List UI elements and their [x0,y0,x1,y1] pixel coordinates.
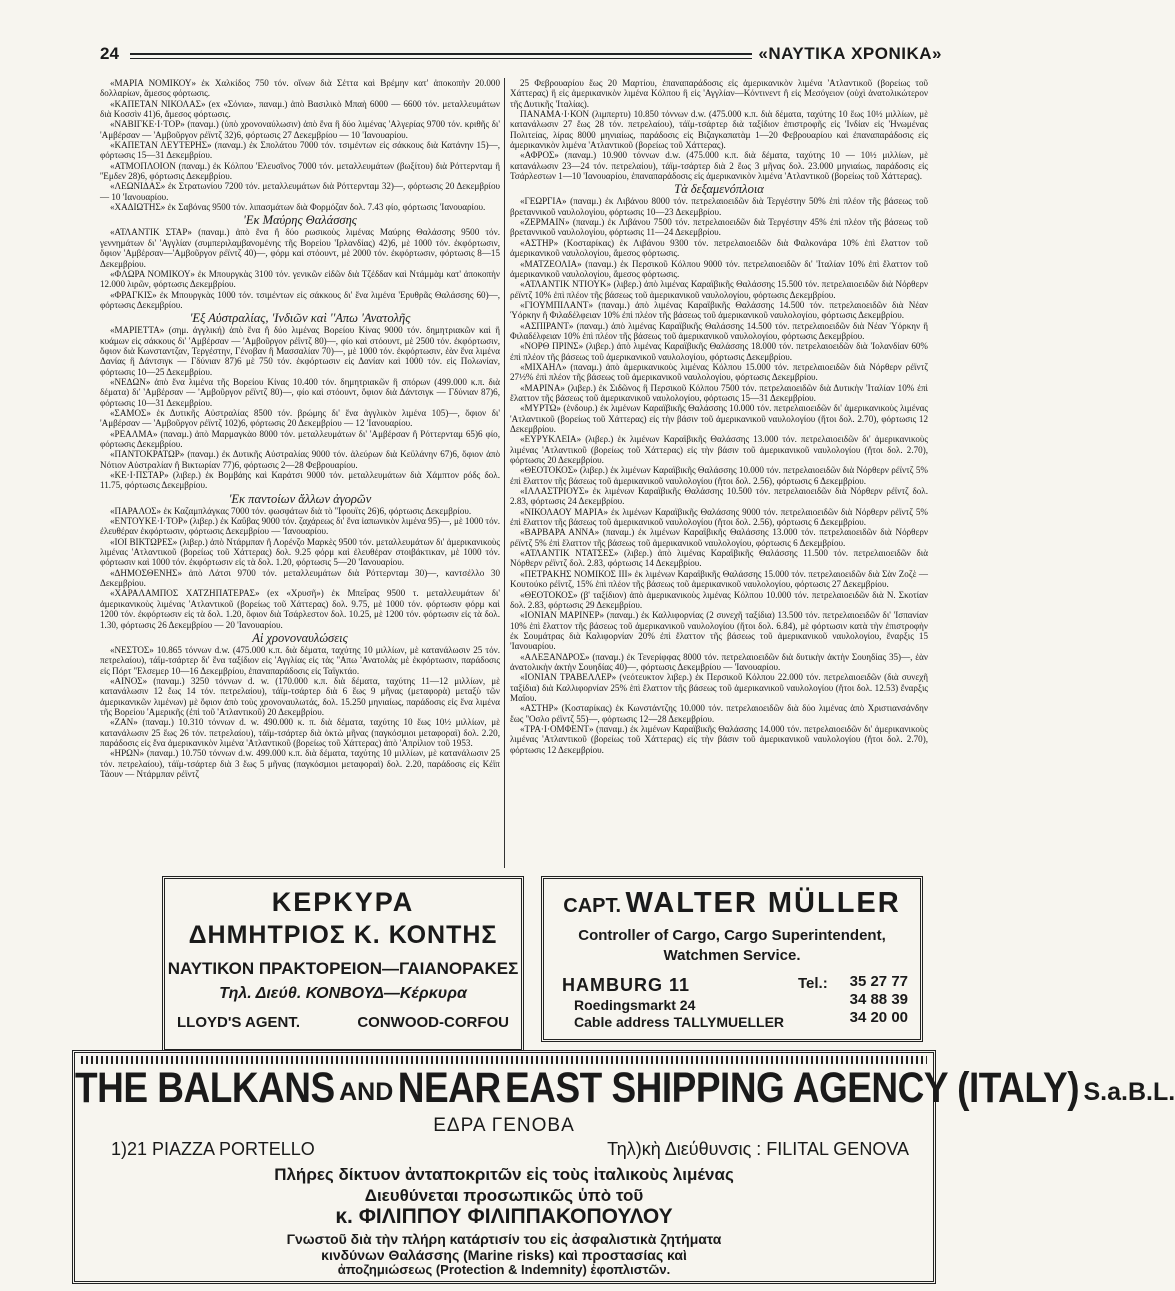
news-item: «ΘΕΟΤΟΚΟΣ» (β' ταξίδιον) ἀπὸ ἀμερικανικοὺς λιμένας Κόλπου 10.000 τόν. πετρελαιοειδῶν διὰ Ν. Σκοτίαν δολ. 2.83, φόρτωσις 29 Δεκεμβρίου. [510,589,928,610]
news-item: «ΑΤΛΑΝΤΙΚ ΝΤΙΟΥΚ» (λιβερ.) ἀπὸ λιμένας Καραϊβικῆς Θαλάσσης 15.500 τόν. πετρελαιοειδῶν διὰ Νόρθερν ρέϊντζ 10% ἐπὶ πλέον τῆς βάσεως τοῦ ἀμερικανικοῦ ναυλολογίου, φόρτωσις Δεκεμβρίου. [510,279,928,300]
tel-row: 35 27 77 [849,973,908,990]
page-header [100,44,942,66]
news-item: «ΜΑΡΙΕΤΤΑ» (σημ. ἀγγλική) ἀπὸ ἕνα ἢ δύο λιμένας Βορείου Κίνας 9000 τόν. δημητριακῶν καὶ ἢ κυάμων εἰς σάκκους δι' 'Αμβέρσαν — 'Αμβοῦργον ρέϊντζ 80)—, φίο καὶ στόουντ, μὲ 2500 τόν. ἐκφόρτωσιν, ὄφιον διὰ Κωνσταντζαν, Τεργέστην, Γένοβαν ἢ Μασσαλίαν 70)—, μὲ 1000 τόν. ἐκφόρτωσιν, ἐὰν ἕνα λιμένα Δανίας ἢ Δάντσιγκ — Γδύνιαν 87)6 μὲ 750 τόν. ἐκφόρτωσιν εἰς Δανίαν καὶ 1000 τόν. εἰς Πολωνίαν, φόρτωσις 10—25 Δεκεμβρίου. [100,325,500,377]
ad-cable-address: Cable address TALLYMUELLER [574,1014,785,1030]
ad-tel-numbers [850,973,908,1027]
agency-seat: ΕΔΡΑ ΓΕΝΟΒΑ [433,1115,575,1136]
news-item: ΠΑΝΑΜΑ·Ι·ΚΟΝ (λιμπερτυ) 10.850 τόννων d.w. (475.000 κ.π. διὰ δέματα, ταχύτης 10 ἕως 10½ μιλλίων, μὲ κατανάλωσιν 27 ἕως 28 τόν. πετρελαίου), τάϊμ-τσάρτερ διὰ ταξίδιον ἐπιστροφῆς εἰς 'Ινδίαν εἰς 'Ηνωμένας Πολιτείας, λίρας 8000 μηνιαίως, παράδοσις εἰς Βιζαγκαπατὰμ 1—20 Φεβρουαρίου καὶ ἐπαναπαράδοσις εἰς ἀμερικανικὸν λιμένα 'Ατλαντικοῦ (βορείως τοῦ Χάττερας). [510,109,928,151]
news-item: «ΓΙΟΥΜΠΙΛΑΝΤ» (παναμ.) ἀπὸ λιμένας Καραϊβικῆς Θαλάσσης 14.500 τόν. πετρελαιοειδῶν διὰ Νέαν Ὑόρκην ἢ Φιλαδέλφειαν 10% ἐπὶ πλέον τῆς βάσεως τοῦ ἀμερικανικοῦ ναυλολογίου, φόρτωσις Δεκεμβρίου. [510,299,928,321]
section-heading: 'Εκ Μαύρης Θαλάσσης [243,213,357,228]
decorative-border-top [81,1056,927,1064]
title-part: AND [339,1078,394,1106]
ad-agent-name: ΔΗΜΗΤΡΙΟΣ Κ. ΚΟΝΤΗΣ [188,921,498,949]
ad-capt: CAPT. [563,895,622,917]
news-item: «ΡΕΑΛΜΑ» (παναμ.) ἀπὸ Μαρμαγκὰο 8000 τόν. μεταλλευμάτων δι' 'Αμβέρσαν ἢ Ρόττερνταμ 65)6 φίο, φόρτωσις Δεκεμβρίου. [100,428,500,449]
section-heading: 'Εξ Αὐστραλίας, 'Ινδιῶν καὶ ''Απω 'Ανατολῆς [189,311,411,326]
publication-title: «ΝΑΥΤΙΚΑ ΧΡΟΝΙΚΑ» [758,44,942,63]
page-number: 24 [100,44,119,63]
ad-tel-label: Tel.: [798,975,828,992]
news-item: «ΒΑΡΒΑΡΑ ΑΝΝΑ» (παναμ.) ἐκ λιμένων Καραϊβικῆς Θαλάσσης 13.000 τόν. πετρελαιοειδῶν διὰ Νόρθερν ρέϊντζ 5% ἐπὶ ἔλαττον τῆς βάσεως τοῦ ἀμερικανικοῦ ναυλολογίου, φόρτωσις 6 Δεκεμβρίου. [510,527,928,548]
news-item: «ΖΕΡΜΑΙΝ» (παναμ.) ἐκ Λιβάνου 7500 τόν. πετρελαιοειδῶν διὰ Τεργέστην 45% ἐπὶ πλέον τῆς βάσεως τοῦ βρεταννικοῦ ναυλολογίου, φόρτωσις 11—24 Δεκεμβρίου. [510,217,928,238]
ad-cable: CONWOOD-CORFOU [357,1014,509,1031]
news-item: 25 Φεβρουαρίου ἕως 20 Μαρτίου, ἐπαναπαράδοσις εἰς ἀμερικανικὸν λιμένα 'Ατλαντικοῦ (βορείως τοῦ Χάττερας) ἢ εἰς ἀμερικανικὸν λιμένα Κόλπου ἢ εἰς 'Αγγλίαν—Κόντινεντ ἢ εἰς Μεσόγειον (οὐχὶ ἀνατολικώτερον τῆς Δυτικῆς 'Ιταλίας). [510,78,928,109]
news-item: «ΙΟΝΙΑΝ ΜΑΡΙΝΕΡ» (παναμ.) ἐκ Καλλιφορνίας (2 συνεχῆ ταξίδια) 13.500 τόν. πετρελαιοειδῶν δι' 'Ισπανίαν 10% ἐπὶ ἔλαττον τῆς βάσεως τοῦ ἀμερικανικοῦ ναυλολογίου (ἤτοι δολ. 6.84), μὲ φόρτωσιν κατὰ τὴν ἐπιστροφὴν ἐκ Σουμάτρας διὰ Καλιφορνίαν 20% ἐπὶ ἔλαττον τῆς βάσεως τοῦ ἀμερικανικοῦ ναυλολογίου, ἔναρξις 15 'Ιανουαρίου. [510,610,928,652]
column-divider [504,78,505,868]
agency-address: 1)21 PIAZZA PORTELLO [111,1139,315,1159]
news-item: «ΙΟΝΙΑΝ ΤΡΑΒΕΛΛΕΡ» (νεότευκτον λιβερ.) ἐκ Περσικοῦ Κόλπου 22.000 τόν. πετρελαιοειδῶν (διὰ συνεχῆ ταξίδια) διὰ Καλλιφορνίαν 25% ἐπὶ ἔλαττον τῆς βάσεως τοῦ ἀμερικανικοῦ ναυλολογίου (ἤτοι δολ. 12.53) ἔναρξις Μαΐου. [510,672,928,703]
title-part: EAST SHIPPING AGENCY (ITALY) [505,1063,1080,1111]
muller-advertisement [541,876,923,1042]
news-item: «ΠΑΡΑΛΟΣ» ἐκ Καζαμπλάγκας 7000 τόν. φωσφάτων διὰ τὸ ''Ιφουϊτς 26)6, φόρτωσις Δεκεμβρίου. [110,505,472,516]
agency-line-2: Διευθύνεται προσωπικῶς ὑπὸ τοῦ [364,1186,644,1205]
tel-row: 34 20 00 [849,1009,908,1026]
section-heading: Αἱ χρονοναυλώσεις [252,630,348,645]
ad-address [574,997,784,1031]
news-item: «ΝΕΣΤΟΣ» 10.865 τόννων d.w. (475.000 κ.π. διὰ δέματα, ταχύτης 10 μιλλίων, μὲ κατανάλωσιν 25 τόν. πετρελαίου), τάϊμ-τσάρτερ δι' ἕνα ταξίδιον εἰς 'Αγγλίας εἰς τὰς ''Απω 'Ανατολὰς μὲ ἐκφόρτωσιν, παράδοσις εἰς Πόρτ ''Ελσεμερ 10—16 Δεκεμβρίου, ἐπαναπαράδοσις εἰς Ταϊγκτάο. [100,644,500,676]
news-item: «ΧΑΔΙΩΤΗΣ» ἐκ Σαβόνας 9500 τόν. λιπασμάτων διὰ Φορμόζαν δολ. 7.43 φίο, φόρτωσις 'Ιανουαρίου. [110,202,486,213]
news-item: «ΦΡΑΓΚΙΣ» ἐκ Μπουργκὰς 1000 τόν. τσιμέντων εἰς σάκκους δι' ἕνα λιμένα 'Ερυθρᾶς Θαλάσσης 60)—, φόρτωσις Δεκεμβρίου. [100,289,500,310]
news-item: «ΑΣΠΙΡΑΝΤ» (παναμ.) ἀπὸ λιμένας Καραϊβικῆς Θαλάσσης 14.500 τόν. πετρελαιοειδῶν διὰ Νέαν Ὑόρκην ἢ Φιλαδέλφειαν 10% ἐπὶ πλέον τῆς βάσεως τοῦ ἀμερικανικοῦ ναυλολογίου, φόρτωσις Δεκεμβρίου. [510,320,928,341]
kerkyra-advertisement [162,876,524,1052]
ad-city: HAMBURG 11 [562,975,691,995]
ad-city: ΚΕΡΚΥΡΑ [271,887,415,917]
news-item: «ΑΤΛΑΝΤΙΚ ΣΤΑΡ» (παναμ.) ἀπὸ ἕνα ἢ δύο ρωσικοὺς λιμένας Μαύρης Θαλάσσης 9500 τόν. γεννημάτων δι' 'Αγγλίαν (συμπεριλαμβανομένης τῆς Βορείου 'Ιρλανδίας) 42)6, μὲ 1000 τόν. ἐκφόρτωσιν, ὄφιον 'Αμβέρσαν—'Αμβοῦργον ρέϊντζ 40)—, φόρμ καὶ στόουντ, μὲ 2000 τόν. ἐκφόρτωσιν, φόρτωσις 8—15 Δεκεμβρίου. [100,227,500,269]
news-item: «ΦΛΩΡΑ ΝΟΜΙΚΟΥ» ἐκ Μπουργκὰς 3100 τόν. γενικῶν εἰδῶν διὰ Τζέδδαν καὶ Ντάμμὰμ κατ' ἀποκοπὴν 12.000 λιρῶν, φόρτωσις Δεκεμβρίου. [100,268,500,290]
ad-services-1: Controller of Cargo, Cargo Superintendent, [578,927,886,944]
news-item: «ΛΕΩΝΙΔΑΣ» ἐκ Στρατωνίου 7200 τόν. μεταλλευμάτων διὰ Ρόττερνταμ 32)—, φόρτωσις 20 Δεκεμβρίου — 10 'Ιανουαρίου. [100,181,500,202]
news-item: «ΣΑΜΟΣ» ἐκ Δυτικῆς Αὐστραλίας 8500 τόν. βρώμης δι' ἕνα ἀγγλικὸν λιμένα 105)—, ὄφιον δι' 'Αμβέρσαν — 'Αμβοῦργον ρέϊντζ 102)6, φόρτωσις 20 Δεκεμβρίου — 12 'Ιανουαρίου. [100,407,500,429]
ad-telegraph: Τηλ. Διεύθ. ΚΟΝΒΟΥΔ—Κέρκυρα [219,985,467,1002]
news-item: «ΚΑΠΕΤΑΝ ΝΙΚΟΛΑΣ» (ex «Σόνια», παναμ.) ἀπὸ Βασιλικὸ Μπαὴ 6000 — 6600 τόν. μεταλλευμάτων διὰ Κοσσὶν 41)6, ἄμεσος φόρτωσις. [100,98,500,120]
news-item: «ΗΡΩΝ» (παναμ.) 10.750 τόννων d.w. 499.000 κ.π. διὰ δέματα, ταχύτης 10 μιλλίων, μὲ κατανάλωσιν 25 τόν. πετρελαίου), τάϊμ-τσάρτερ διὰ 3 ἕως 5 μῆνας (παγκόσμιοι μεταφοραὶ) δολ. 2.20, παράδοσις εἰς Κέϊπ Τάουν — Ντάρμπαν ρέϊντζ [100,748,500,779]
ad-person-name: WALTER MÜLLER [625,887,901,919]
news-item: «ΑΙΝΟΣ» (παναμ.) 3250 τόννων d. w. (170.000 κ.π. διὰ δέματα, ταχύτης 11—12 μιλλίων, μὲ κατανάλωσιν 12 ἕως 14 τόν. πετρελαίου), τάϊμ-τσάρτερ διὰ 6 ἕως 9 μῆνας (μεταφορὰ) μεταξὺ τῶν ἀμερικανικῶν λιμένων) μὲ ὄφιον ἀπὸ τοὺς χρονοναυλωτάς, δολ. 15.250 μηνιαίως, παράδοσις εἰς ἕνα λιμένα τῆς Βορείου 'Αμερικῆς (ἐπὶ τοῦ 'Ατλαντικοῦ) 20 Δεκεμβρίου. [100,675,500,717]
news-item: «ΑΦΡΟΣ» (παναμ.) 10.900 τόννων d.w. (475.000 κ.π. διὰ δέματα, ταχύτης 10 — 10½ μιλλίων, μὲ κατανάλωσιν 23—24 τόν. πετρελαίου), τάϊμ-τσάρτερ διὰ 2 ἕως 3 μῆνας δολ. 23.000 μηνιαίως, παράδοσις εἰς Τσάρλεστων 1—10 'Ιανουαρίου, ἐπαναπαράδοσις εἰς ἀμερικανικὸν λιμένα 'Ατλαντικοῦ (βορείως τοῦ Χάττερας). [510,150,928,182]
news-item: «ΓΕΩΡΓΙΑ» (παναμ.) ἐκ Λιβάνου 8000 τόν. πετρελαιοειδῶν διὰ Τεργέστην 50% ἐπὶ πλέον τῆς βάσεως τοῦ βρεταννικοῦ ναυλολογίου, φόρτωσις 10—23 Δεκεμβρίου. [510,196,928,217]
news-item: «ΑΣΤΗΡ» (Κοσταρίκας) ἐκ Κωνστάντζης 10.000 τόν. πετρελαιοειδῶν διὰ δύο λιμένας ἀπὸ Χριστιανσάνδην ἕως ''Οσλο ρέϊντζ 55)—, φόρτωσις 12—28 Δεκεμβρίου. [510,703,928,724]
agency-line-5: κινδύνων Θαλάσσης (Marine risks) καὶ προστασίας καὶ [321,1247,687,1263]
news-item: «ΤΡΑ·Ι·ΟΜΦΕΝΤ» (παναμ.) ἐκ λιμένων Καραϊβικῆς Θαλάσσης 14.000 τόν. πετρελαιοειδῶν δι' ἀμερικανικοὺς λιμένας 'Ατλαντικοῦ (βορείως τοῦ Χάττερας) εἰς τὴν βάσιν τοῦ ἀμερικανικοῦ ναυλολογίου (ἤτοι δολ. 2.70), φόρτωσις 12 Δεκεμβρίου. [510,723,928,755]
news-item: «ΙΟΙ ΒΙΚΤΩΡΕΣ» (λιβερ.) ἀπὸ Ντάρμπαν ἢ Λορένζο Μαρκὲς 9500 τόν. μεταλλευμάτων δι' ἀμερικανικοὺς λιμένας 'Ατλαντικοῦ (βορείως τοῦ Χάττερας) δολ. 9.25 φόρμ καὶ ἐλευθέραν στοιβάκτικαν, μὲ 1000 τόν. φόρτωσιν καὶ 1000 τόν. ἐκφόρτωσιν εἰς τὰ δολ. 1.20, φόρτωσις 5—20 'Ιανουαρίου. [100,536,500,568]
news-item: «ΔΗΜΟΣΘΕΝΗΣ» ἀπὸ Λάτσι 9700 τόν. μεταλλευμάτων διὰ Ρόττερνταμ 30)—, καντσέλλο 30 Δεκεμβρίου. [100,567,500,589]
right-column [510,78,928,870]
news-item: «ΜΙΧΑΗΛ» (παναμ.) ἀπὸ ἀμερικανικοὺς λιμένας Κόλπου 15.000 τόν. πετρελαιοειδῶν διὰ Νόρθερν ρέϊντζ 27½% ἐπὶ πλέον τῆς βάσεως τοῦ ἀμερικανικοῦ ναυλολογίου, φόρτωσις Δεκεμβρίου. [510,361,928,383]
news-item: «ΜΑΡΙΑ ΝΟΜΙΚΟΥ» ἐκ Χαλκίδος 750 τόν. οἴνων διὰ Σέττα καὶ Βρέμην κατ' ἀποκοπὴν 20.000 δολλαρίων, ἄμεσος φόρτωσις. [100,78,500,99]
title-part: NEAR [397,1063,501,1111]
ad-lloyds: LLOYD'S AGENT. [177,1014,301,1031]
news-item: «ΚΕ·Ι·ΠΣΤΑΡ» (λιβερ.) ἐκ Βομβάης καὶ Καράτσι 9000 τόν. μεταλλευμάτων διὰ Χάμπτον ρόδς δολ. 11.75, φόρτωσις Δεκεμβρίου. [100,470,500,491]
news-item: «ΜΑΤΖΕΟΛΙΑ» (παναμ.) ἐκ Περσικοῦ Κόλπου 9000 τόν. πετρελαιοειδῶν δι' 'Ιταλίαν 10% ἐπὶ ἔλαττον τοῦ ἀμερικανικοῦ ναυλολογίου, ἄμεσος φόρτωσις. [510,258,928,279]
agency-line-6: ἀποζημιώσεως (Protection & Indemnity) ἐφοπλιστῶν. [337,1262,671,1277]
news-item: «ΑΤΜΟΠΛΟΙΟΝ (παναμ.) ἐκ Κόλπου 'Ελευσῖνος 7000 τόν. μεταλλευμάτων (βωξίτου) διὰ Ρόττερνταμ ἢ ''Εμδεν 28)6, φόρτωσις Δεκεμβρίου. [100,160,500,182]
ad-services-2: Watchmen Service. [663,947,801,964]
news-item: «ΑΛΕΞΑΝΔΡΟΣ» (παναμ.) ἐκ Τενερίφφας 8000 τόν. πετρελαιοειδῶν διὰ δυτικὴν ἀκτὴν Σουηδίας 35)—, ἐὰν ἀνατολικὴν ἀκτὴν Σουηδίας 40)—, φόρτωσις Δεκεμβρίου — 'Ιανουαρίου. [510,651,928,672]
section-heading: Τὰ δεξαμενόπλοια [674,182,764,197]
section-heading: 'Εκ παντοίων ἄλλων ἀγορῶν [228,491,372,506]
title-part: S.a.B.L. [1083,1078,1175,1106]
agency-line-1: Πλήρες δίκτυον ἀνταποκριτῶν εἰς τοὺς ἰταλικοὺς λιμένας [274,1165,734,1184]
news-item: «ΑΤΛΑΝΤΙΚ ΝΤΑΤΣΕΣ» (λιβερ.) ἀπὸ λιμένας Καραϊβικῆς Θαλάσσης 11.500 τόν. πετρελαιοειδῶν διὰ Νόρθερν ρέϊντζ δολ. 2.83, φόρτωσις 14 Δεκεμβρίου. [510,548,928,569]
news-item: «ΠΑΝΤΟΚΡΑΤΩΡ» (παναμ.) ἐκ Δυτικῆς Αὐστραλίας 9000 τόν. ἀλεύρων διὰ Κεϋλάνην 67)6, ὄφιον ἀπὸ Νότιον Αὐστραλίαν ἢ Βικτωρίαν 77)6, φόρτωσις 2—28 Φεβρουαρίου. [100,449,500,470]
left-column [100,78,500,870]
news-item: «ΕΥΡΥΚΛΕΙΑ» (λιβερ.) ἐκ λιμένων Καραϊβικῆς Θαλάσσης 13.000 τόν. πετρελαιοειδῶν δι' ἀμερικανικοὺς λιμένας 'Ατλαντικοῦ (βορείως τοῦ Χάττερας) εἰς τὴν βάσιν τοῦ ἀμερικανικοῦ ναυλολογίου (ἤτοι δολ. 2.70), φόρτωσις 20 Δεκεμβρίου. [510,434,928,466]
news-item: «ΜΥΡΤΩ» (ἑνδουρ.) ἐκ λιμένων Καραϊβικῆς Θαλάσσης 10.000 τόν. πετρελαιοειδῶν δι' ἀμερικανικοὺς λιμένας 'Ατλαντικοῦ (βορείως τοῦ Χάττερας) εἰς τὴν βάσιν τοῦ ἀμερικανικοῦ ναυλολογίου (ἤτοι δολ. 2.70), φόρτωσις 12 Δεκεμβρίου. [510,403,928,434]
agency-line-4: Γνωστοῦ διὰ τὴν πλήρη κατάρτισίν του εἰς ἀσφαλιστικὰ ζητήματα [286,1231,722,1247]
title-part: THE BALKANS [75,1063,335,1111]
news-item: «ΝΕΔΩΝ» ἀπὸ ἕνα λιμένα τῆς Βορείου Κίνας 10.400 τόν. δημητριακῶν ἢ σπόρων (499.000 κ.π. διὰ δέματα) δι' 'Αμβέρσαν — 'Αμβοῦργον ρέϊντζ 80)—, φίο καὶ στόουντ, ὄφιον διὰ Δάντσιγκ — Γδύνιαν 87)6, φόρτωσις 10—31 Δεκεμβρίου. [100,376,500,408]
balkans-advertisement [72,1050,1175,1284]
ad-office: ΝΑΥΤΙΚΟΝ ΠΡΑΚΤΟΡΕΙΟΝ—ΓΑΙΑΝΟΡΑΚΕΣ [167,959,519,978]
news-item: «ΠΕΤΡΑΚΗΣ ΝΟΜΙΚΟΣ ΙΙΙ» ἐκ λιμένων Καραϊβικῆς Θαλάσσης 15.000 τόν. πετρελαιοειδῶν διὰ Σὰν Ζοζὲ — Κουτούκο ρέϊντζ, 15% ἐπὶ πλέον τῆς βάσεως τοῦ ἀμερικανικοῦ ναυλολογίου, φόρτωσις 27 Δεκεμβρίου. [510,568,928,590]
agency-title [75,1063,1175,1111]
news-item: «ΜΑΡΙΝΑ» (λιβερ.) ἐκ Σιδῶνος ἢ Περσικοῦ Κόλπου 7500 τόν. πετρελαιοειδῶν διὰ Δυτικὴν 'Ιταλίαν 10% ἐπὶ ἔλαττον τῆς βάσεως τοῦ ἀμερικανικοῦ ναυλολογίου, φόρτωσις 15—31 Δεκεμβρίου. [510,382,928,403]
news-item: «ΝΑΒΙΓΚΕ·Ι·ΤΟΡ» (παναμ.) (ὑπὸ χρονοναύλωσιν) ἀπὸ ἕνα ἢ δύο λιμένας 'Αλγερίας 9700 τόν. κριθῆς δι' 'Αμβέρσαν — 'Αμβοῦργον ρέϊντζ 32)6, φόρτωσις 27 Δεκεμβρίου — 10 'Ιανουαρίου. [100,119,500,140]
tel-row: 34 88 39 [849,991,908,1008]
agency-telegraph: Τηλ)κὴ Διεύθυνσις : FILITAL GENOVA [607,1139,909,1159]
news-item: «ΝΙΚΟΛΑΟΥ ΜΑΡΙΑ» ἐκ λιμένων Καραϊβικῆς Θαλάσσης 9000 τόν. πετρελαιοειδῶν διὰ Νόρθερν ρέϊντζ 5% ἐπὶ ἔλαττον τῆς βάσεως τοῦ ἀμερικανικοῦ ναυλολογίου (ἤτοι δολ. 2.56), φόρτωσις 6 Δεκεμβρίου. [510,506,928,528]
ad-name-line [544,887,920,920]
header-rule [130,53,752,59]
news-item: «ΚΑΠΕΤΑΝ ΛΕΥΤΕΡΗΣ» (παναμ.) ἐκ Σπολάτου 7000 τόν. τσιμέντων εἰς σάκκους διὰ Κατάνην 15)—, φόρτωσις 15—31 Δεκεμβρίου. [100,140,500,161]
agency-director: κ. ΦΙΛΙΠΠΟΥ ΦΙΛΙΠΠΑΚΟΠΟΥΛΟΥ [335,1205,673,1228]
news-item: «ΑΣΤΗΡ» (Κοσταρίκας) ἐκ Λιβάνου 9300 τόν. πετρελαιοειδῶν διὰ Φαλκονάρα 10% ἐπὶ ἔλαττον τοῦ ἀμερικανικοῦ ναυλολογίου, ἄμεσος φόρτωσις. [510,237,928,259]
news-item: «ΖΑΝ» (παναμ.) 10.310 τόννων d. w. 490.000 κ. π. διὰ δέματα, ταχύτης 10 ἕως 10½ μιλλίων, μὲ κατανάλωσιν 25 ἕως 26 τόν. πετρελαίου), τάϊμ-τσάρτερ διὰ ὀκτὼ μῆνας (παγκόσμιοι μεταφοραὶ) δολ. 2.20, παράδοσις εἰς ἕνα ἀμερικανικὸν λιμένα 'Ατλαντικοῦ (βορείως τοῦ Χάττερας) ἀπὸ 'Απρίλιον τοῦ 1953. [100,717,500,748]
ad-street: Roedingsmarkt 24 [574,997,696,1013]
news-item: «ΘΕΟΤΟΚΟΣ» (λιβερ.) ἐκ λιμένων Καραϊβικῆς Θαλάσσης 10.000 τόν. πετρελαιοειδῶν διὰ Νόρθερν ρέϊντζ 5% ἐπὶ ἔλαττον τῆς βάσεως τοῦ ἀμερικανικοῦ ναυλολογίου (ἤτοι δολ. 2.56), φόρτωσις 6 Δεκεμβρίου. [510,465,928,486]
news-item: «ΕΝΤΟΥΚΕ·Ι·ΤΟΡ» (λιβερ.) ἐκ Καΰβας 9000 τόν. ζαχάρεως δι' ἕνα ἰαπωνικὸν λιμένα 95)—, μὲ 1000 τόν. ἐλευθέραν ἐκφόρτωσιν, φόρτωσις Δεκεμβρίου — 'Ιανουαρίου. [100,516,500,537]
news-item: «ΙΛΛΑΣΤΡΙΟΥΣ» ἐκ λιμένων Καραϊβικῆς Θαλάσσης 10.500 τόν. πετρελαιοειδῶν διὰ Νόρθερν ρέϊντζ δολ. 2.83, φόρτωσις 24 Δεκεμβρίου. [510,486,928,507]
news-item: «ΧΑΡΑΛΑΜΠΟΣ ΧΑΤΖΗΠΑΤΕΡΑΣ» (ex «Χρυσῆ») ἐκ Μπεΐρας 9500 τ. μεταλλευμάτων δι' ἀμερικανικοὺς λιμένας 'Ατλαντικοῦ (βορείως τοῦ Χάττερας) δολ. 9.75, μὲ 1000 τόν. φόρτωσιν φόρμ καὶ 1200 τόν. ἐκφόρτωσιν εἰς τὰ δολ. 1.20, ὄφιον διὰ Τσάρλεστον δολ. 10.25, μὲ 1200 τόν. φόρτωσιν εἰς τὰ δολ. 1.30, φόρτωσις 26 Δεκεμβρίου — 20 'Ιανουαρίου. [100,588,500,630]
news-item: «ΝΟΡΘ ΠΡΙΝΣ» (λιβερ.) ἀπὸ λιμένας Καραϊβικῆς Θαλάσσης 18.000 τόν. πετρελαιοειδῶν διὰ 'Ιολανδίαν 60% ἐπὶ πλέον τῆς βάσεως τοῦ ἀμερικανικοῦ ναυλολογίου, φόρτωσις Δεκεμβρίου. [510,341,928,362]
